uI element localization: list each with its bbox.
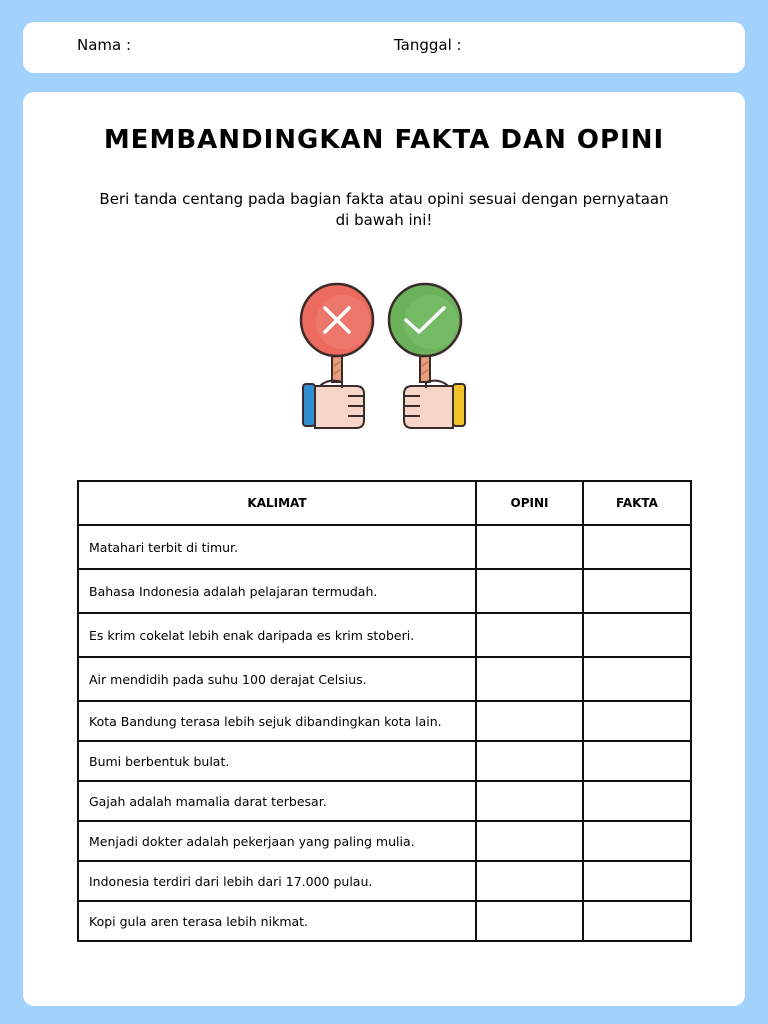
date-label: Tanggal : — [394, 36, 462, 54]
sentence-cell: Gajah adalah mamalia darat terbesar. — [78, 781, 476, 821]
table-row — [78, 821, 691, 861]
fact-checkbox-cell[interactable] — [583, 821, 691, 861]
table-row — [78, 901, 691, 941]
fact-checkbox-cell[interactable] — [583, 781, 691, 821]
opinion-checkbox-cell[interactable] — [476, 821, 583, 861]
opinion-checkbox-cell[interactable] — [476, 613, 583, 657]
fact-checkbox-cell[interactable] — [583, 613, 691, 657]
table-row — [78, 861, 691, 901]
opinion-checkbox-cell[interactable] — [476, 781, 583, 821]
fact-checkbox-cell[interactable] — [583, 701, 691, 741]
sentence-cell: Matahari terbit di timur. — [78, 525, 476, 569]
fact-checkbox-cell[interactable] — [583, 741, 691, 781]
worksheet-title: MEMBANDINGKAN FAKTA DAN OPINI — [103, 125, 665, 155]
left-hand — [303, 381, 364, 428]
cross-sign — [301, 284, 373, 428]
fact-checkbox-cell[interactable] — [583, 525, 691, 569]
table-header-row — [78, 481, 691, 525]
sentence-cell: Indonesia terdiri dari lebih dari 17.000 pulau. — [78, 861, 476, 901]
fact-checkbox-cell[interactable] — [583, 569, 691, 613]
table-row — [78, 701, 691, 741]
sentence-cell: Menjadi dokter adalah pekerjaan yang paling mulia. — [78, 821, 476, 861]
sentence-cell: Kota Bandung terasa lebih sejuk dibandingkan kota lain. — [78, 701, 476, 741]
opinion-checkbox-cell[interactable] — [476, 569, 583, 613]
table-row — [78, 569, 691, 613]
opinion-checkbox-cell[interactable] — [476, 901, 583, 941]
column-header-sentence: KALIMAT — [78, 481, 476, 525]
header-card — [23, 22, 745, 73]
fact-checkbox-cell[interactable] — [583, 657, 691, 701]
check-sign — [389, 284, 465, 428]
opinion-checkbox-cell[interactable] — [476, 525, 583, 569]
column-header-opinion: OPINI — [476, 481, 583, 525]
opinion-checkbox-cell[interactable] — [476, 701, 583, 741]
table-row — [78, 781, 691, 821]
table-row — [78, 657, 691, 701]
table-row — [78, 613, 691, 657]
sentence-cell: Air mendidih pada suhu 100 derajat Celsius. — [78, 657, 476, 701]
opinion-checkbox-cell[interactable] — [476, 657, 583, 701]
table-row — [78, 741, 691, 781]
opinion-checkbox-cell[interactable] — [476, 861, 583, 901]
worksheet-card — [23, 92, 745, 1006]
fact-opinion-signs-illustration — [298, 282, 470, 432]
sentence-cell: Kopi gula aren terasa lebih nikmat. — [78, 901, 476, 941]
fact-opinion-table — [77, 480, 692, 942]
table-row — [78, 525, 691, 569]
worksheet-instruction: Beri tanda centang pada bagian fakta atau opini sesuai dengan pernyataan di bawah ini! — [99, 190, 669, 229]
right-hand — [404, 381, 465, 428]
fact-checkbox-cell[interactable] — [583, 861, 691, 901]
sentence-cell: Es krim cokelat lebih enak daripada es krim stoberi. — [78, 613, 476, 657]
sentence-cell: Bumi berbentuk bulat. — [78, 741, 476, 781]
opinion-checkbox-cell[interactable] — [476, 741, 583, 781]
name-label: Nama : — [77, 36, 132, 54]
column-header-fact: FAKTA — [583, 481, 691, 525]
sentence-cell: Bahasa Indonesia adalah pelajaran termudah. — [78, 569, 476, 613]
fact-checkbox-cell[interactable] — [583, 901, 691, 941]
